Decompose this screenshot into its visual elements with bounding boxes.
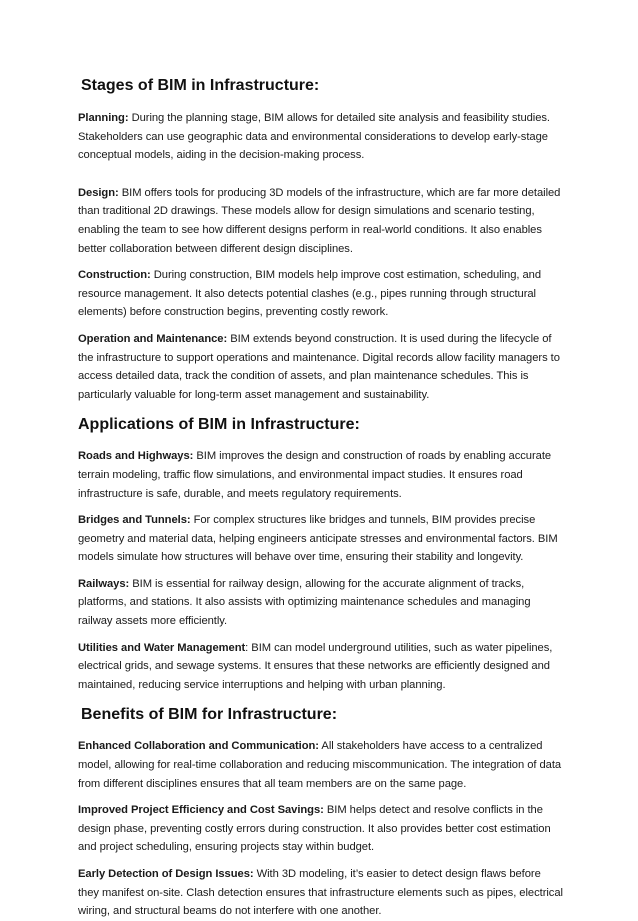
text-efficiency: BIM helps detect and resolve conflicts in the design phase, preventing costly errors during construction. It also provides better cost estimation and project scheduling, ensuring projects stay within budget.: [78, 804, 551, 854]
text-construction: During construction, BIM models help improve cost estimation, scheduling, and resource management. It also detects potential clashes (e.g., pipes running through structural elements) before construction begins, preventing costly rework.: [78, 269, 542, 319]
term-planning: Planning:: [78, 112, 129, 124]
paragraph-early-detection: [78, 865, 564, 921]
term-roads: Roads and Highways:: [78, 450, 194, 463]
text-operation: BIM extends beyond construction. It is used during the lifecycle of the infrastructure to support operations and maintenance. Digital records allow facility managers to access detailed data, track the condition of assets, and plan maintenance schedules. This is particularly valuable for long-term asset management and sustainability.: [78, 332, 560, 401]
term-construction: Construction:: [78, 269, 151, 282]
term-design: Design:: [78, 186, 119, 199]
term-railways: Railways:: [78, 577, 130, 590]
term-efficiency: Improved Project Efficiency and Cost Savings:: [78, 804, 324, 817]
paragraph-efficiency: [78, 801, 564, 857]
paragraph-roads: [78, 447, 564, 503]
term-bridges: Bridges and Tunnels:: [78, 514, 191, 527]
paragraph-collaboration: [78, 737, 564, 793]
text-bridges: For complex structures like bridges and tunnels, BIM provides precise geometry and material data, helping engineers anticipate stresses and environmental factors. BIM models simulate how structures will behave over time, ensuring their stability and longevity.: [78, 514, 558, 564]
text-design: BIM offers tools for producing 3D models of the infrastructure, which are far more detailed than traditional 2D drawings. These models allow for design simulations and scenario testing, enabling the team to see how different designs perform in real-world conditions. It also enables better collaboration between different design disciplines.: [78, 186, 561, 255]
paragraph-planning: [78, 109, 564, 165]
paragraph-construction: [78, 266, 564, 322]
paragraph-bridges: [78, 511, 564, 567]
document-body: [78, 76, 564, 921]
term-collaboration: Enhanced Collaboration and Communication:: [78, 740, 319, 753]
text-collaboration: All stakeholders have access to a centralized model, allowing for real-time collaboration and reducing miscommunication. The integration of data from different disciplines ensures that all team members are on the same page.: [78, 740, 562, 790]
paragraph-railways: [78, 575, 564, 631]
heading-applications: Applications of BIM in Infrastructure:: [78, 416, 360, 434]
text-early-detection: With 3D modeling, it’s easier to detect design flaws before they manifest on-site. Clash detection ensures that infrastructure elements such as pipes, electrical wiring, and structural beams do not interfere with one another.: [78, 868, 563, 918]
heading-benefits: Benefits of BIM for Infrastructure:: [81, 706, 338, 724]
text-railways: BIM is essential for railway design, allowing for the accurate alignment of tracks, platforms, and stations. It also assists with optimizing maintenance schedules and managing railway assets more efficiently.: [78, 577, 531, 628]
text-planning: During the planning stage, BIM allows for detailed site analysis and feasibility studies. Stakeholders can use geographic data and environmental considerations to develop early-stage conceptual models, aiding in the decision-making process.: [78, 112, 550, 162]
paragraph-operation: [78, 330, 564, 404]
term-operation: Operation and Maintenance:: [78, 332, 228, 345]
text-roads: BIM improves the design and construction of roads by enabling accurate terrain modeling, traffic flow simulations, and environmental impact studies. It ensures road infrastructure is safe, durable, and meets regulatory requirements.: [78, 450, 552, 500]
term-early-detection: Early Detection of Design Issues:: [78, 868, 254, 880]
heading-stages: Stages of BIM in Infrastructure:: [81, 77, 320, 94]
paragraph-utilities: [78, 639, 564, 695]
term-utilities: Utilities and Water Management: [78, 641, 246, 654]
paragraph-design: [78, 184, 564, 258]
text-utilities: : BIM can model underground utilities, such as water pipelines, electrical grids, and sewage systems. It ensures that these networks are efficiently designed and maintained, reducing service interruptions and helping with urban planning.: [78, 641, 553, 691]
